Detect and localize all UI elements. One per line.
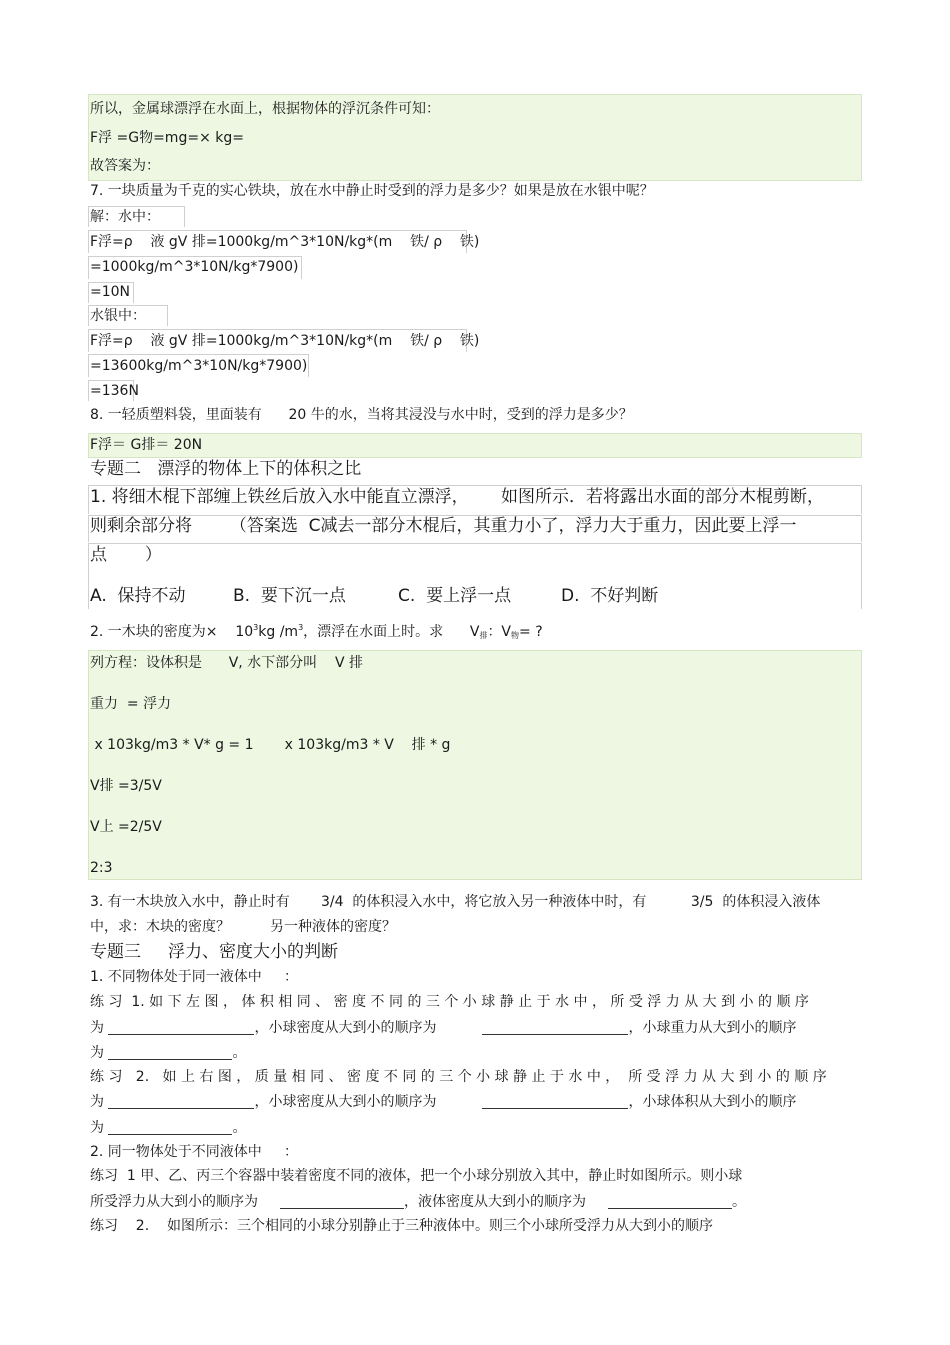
question-2: 2. 一木块的密度为× $10^3kg$ $/m^3$，漂浮在水面上时。求 $V_排$：$V_物=$ ? [90,623,543,640]
section-heading: 2. 同一物体处于不同液体中 ： [90,1144,299,1160]
option-a: A. 保持不动 [90,586,186,606]
text-line: 解：水中： [90,209,160,225]
text-line: 水银中： [90,308,146,324]
answer-block-2 [88,433,862,458]
text-line: F浮 =G物=mg=× kg= [90,130,244,146]
question-3: 3. 有一木块放入水中，静止时有 3/4 的体积浸入水中，将它放入另一种液体中时，有 3/5 的体积浸入液体 [90,894,821,910]
option-b: B. 要下沉一点 [233,586,346,606]
text-line: 则剩余部分将 （答案选 C减去一部分木棍后，其重力小了，浮力大于重力，因此要上浮一 [90,516,797,536]
formula-line: =10N [90,284,131,300]
answer-blank[interactable] [482,1020,628,1035]
solution-line: 列方程：设体积是 V, 水下部分叫 V 排 [90,655,364,671]
answer-blank[interactable] [108,1094,254,1109]
practice-1-line2: 为 ，小球密度从大到小的顺序为 ，小球重力从大到小的顺序 [90,1020,797,1036]
practice-2-line2: 为 ，小球密度从大到小的顺序为 ，小球体积从大到小的顺序 [90,1094,797,1110]
answer-blank[interactable] [108,1020,254,1035]
option-d: D. 不好判断 [561,586,659,606]
formula-line: F浮＝ G排＝ 20N [90,437,203,453]
text-line: 所以，金属球漂浮在水面上，根据物体的浮沉条件可知： [90,101,440,117]
answer-blank[interactable] [280,1194,404,1209]
solution-block [88,650,862,880]
solution-line: x 103kg/m3 * V* g = 1 x 103kg/m3 * V 排 * g [90,737,451,753]
text-line: 故答案为： [90,158,160,174]
solution-line: V上 =2/5V [90,819,162,835]
formula-line: F浮=ρ 液 gV 排=1000kg/m^3*10N/kg*(m 铁/ ρ 铁) [90,333,480,349]
formula-line: =13600kg/m^3*10N/kg*7900) [90,358,308,374]
question-3-cont: 中，求：木块的密度？ 另一种液体的密度？ [90,919,397,935]
answer-blank[interactable] [108,1120,232,1135]
solution-line: V排 =3/5V [90,778,162,794]
option-c: C. 要上浮一点 [398,586,512,606]
practice-1-line3: 为 。 [90,1045,247,1061]
practice-2-line3: 为 。 [90,1120,247,1136]
answer-blank[interactable] [608,1194,732,1209]
text-line: 点 ） [90,545,162,565]
practice-3-line2: 所受浮力从大到小的顺序为 ，液体密度从大到小的顺序为 。 [90,1194,746,1210]
text-line: 1. 将细木棍下部缠上铁丝后放入水中能直立漂浮， 如图所示．若将露出水面的部分木棍剪断， [90,487,825,507]
section-heading: 1. 不同物体处于同一液体中 ： [90,969,299,985]
solution-line: 重力 = 浮力 [90,696,172,712]
question-8: 8. 一轻质塑料袋，里面装有 20 牛的水，当将其浸没与水中时，受到的浮力是多少？ [90,407,633,423]
formula-line: =1000kg/m^3*10N/kg*7900) [90,259,299,275]
practice-1: 练 习 1. 如 下 左 图 ， 体 积 相 同 、 密 度 不 同 的 三 个 小 球 静 止 于 水 中 ， 所 受 浮 力 从 大 到 小 的 顺 序 [90,994,809,1010]
answer-blank[interactable] [482,1094,628,1109]
practice-2: 练 习 2. 如 上 右 图 ， 质 量 相 同 、 密 度 不 同 的 三 个 小 球 静 止 于 水 中 ， 所 受 浮 力 从 大 到 小 的 顺 序 [90,1069,827,1085]
practice-4: 练习 2. 如图所示：三个相同的小球分别静止于三种液体中。则三个小球所受浮力从大到小的顺序 [90,1218,713,1234]
topic-2-title: 专题二 漂浮的物体上下的体积之比 [90,459,362,479]
formula-line: F浮=ρ 液 gV 排=1000kg/m^3*10N/kg*(m 铁/ ρ 铁) [90,234,480,250]
answer-blank[interactable] [108,1045,232,1060]
practice-3: 练习 1 甲、乙、丙三个容器中装着密度不同的液体，把一个小球分别放入其中，静止时如图所示。则小球 [90,1168,743,1184]
solution-line: 2:3 [90,860,113,876]
topic-3-title: 专题三 浮力、密度大小的判断 [90,942,339,962]
question-7: 7. 一块质量为千克的实心铁块，放在水中静止时受到的浮力是多少？如果是放在水银中呢？ [90,183,654,199]
formula-line: =136N [90,383,139,399]
